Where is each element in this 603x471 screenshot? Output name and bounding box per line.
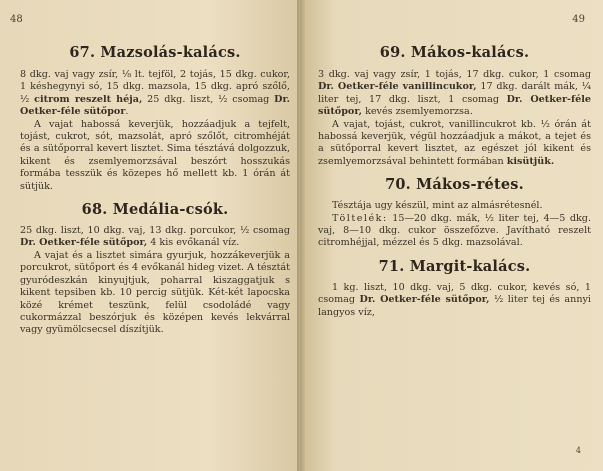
left-page [0,0,300,471]
bold-text-run: Dr. Oetker-féle sütőpor, [20,237,148,249]
intro-paragraph [318,200,591,212]
text-run: 4 kis evőkanál víz. [147,237,240,249]
method-paragraph [20,250,290,337]
signature-mark: 4 [575,446,581,455]
text-run: kevés zsemlyemorzsa. [362,106,473,118]
text-run: . [125,106,129,118]
bold-text-run: citrom reszelt héja, [34,93,143,105]
ingredients-paragraph [20,69,290,119]
text-run: 8 dkg. vaj vagy zsír, ⅛ lt. tejföl, 2 tojás, 15 dkg. cukor, 1 késhegynyi só, 15 dkg. mazsola, 15 dkg. apró szőlő, ½ [20,69,290,105]
text-run: 25 dkg. liszt, 10 dkg. vaj, 13 dkg. porcukor, ½ csomag [20,225,290,237]
ingredients-paragraph [318,69,591,119]
method-paragraph [318,119,591,169]
text-run: 17 dkg. darált mák, ¼ liter tej, 17 dkg. liszt, 1 csomag [318,81,591,105]
bold-text-run: Dr. Oetker-féle sütőpor, [318,93,591,118]
text-run: A vajat habossá keverjük, hozzáadjuk a tejfelt, tojást, cukrot, sót, mazsolát, apró szőlőt, citromhéját és a sütőporral kevert lisztet. Sima tésztává dolgozzuk, kikent és zsemlyemorzsával beszórt hosszukás formába tesszük és közepes hő mellett kb. 1 órán át sütjük. [20,118,290,192]
bold-text-run: Dr. Oetker-féle sütőpor, [359,294,490,306]
recipe-title: 67. Mazsolás-kalács. [69,44,241,61]
bold-text-run: kisütjük. [506,155,555,167]
bold-text-run: Dr. Oetker-féle sütőpor [20,93,291,118]
page-number-right: 49 [572,14,585,25]
text-run: A vajat, tojást, cukrot, vanillincukrot kb. ½ órán át habossá keverjük, végül hozzáadjuk a mákot, a tejet és a sütőporral kevert lisztet, az egészet jól kikent és zsemlyemorzsával behintett formában [318,118,591,167]
recipe-title: 68. Medália-csók. [81,201,229,219]
text-run: 25 dkg. liszt, ½ csomag [142,93,275,105]
method-paragraph [20,119,290,193]
text-run: ½ liter tej és annyi langyos víz, [318,294,591,318]
text-run: A vajat és a lisztet simára gyurjuk, hozzákeverjük a porcukrot, sütőport és 4 evőkanál hideg vizet. A tésztát gyuródeszkán kinyujtjuk, poharral kiszaggatjuk s kikent tepsiben kb. 10 percig sütjük. Két-két lapocska közé krémet teszünk, felül csodoládé vagy cukormázzal beszórjuk és középen kevés lekvárral vagy gyümölcsecsel díszítjük. [20,249,290,336]
ingredients-paragraph [20,225,290,250]
right-page [300,0,603,471]
ingredients-paragraph [318,282,591,319]
page-number-left: 48 [10,14,23,25]
text-run: 3 dkg. vaj vagy zsír, 1 tojás, 17 dkg. cukor, 1 csomag [318,69,591,80]
text-run: Tésztája ugy készül, mint az almásrétesnél. [332,200,543,212]
spaced-label: Töltelék: [332,212,388,224]
text-run: 15—20 dkg. mák, ½ liter tej, 4—5 dkg. vaj, 8—10 dkg. cukor összefőzve. Javítható reszelt citromhéjjal, mézzel és 5 dkg. mazsolával. [318,212,591,249]
recipe-title: 71. Margit-kalács. [378,257,531,275]
filling-paragraph [318,213,591,250]
recipe-title: 70. Mákos-rétes. [385,176,524,194]
recipe-title: 69. Mákos-kalács. [379,44,530,61]
bold-text-run: Dr. Oetker-féle vanillincukor, [318,81,477,93]
book-gutter [297,0,305,471]
text-run: 1 kg. liszt, 10 dkg. vaj, 5 dkg. cukor, kevés só, 1 csomag [318,281,591,306]
